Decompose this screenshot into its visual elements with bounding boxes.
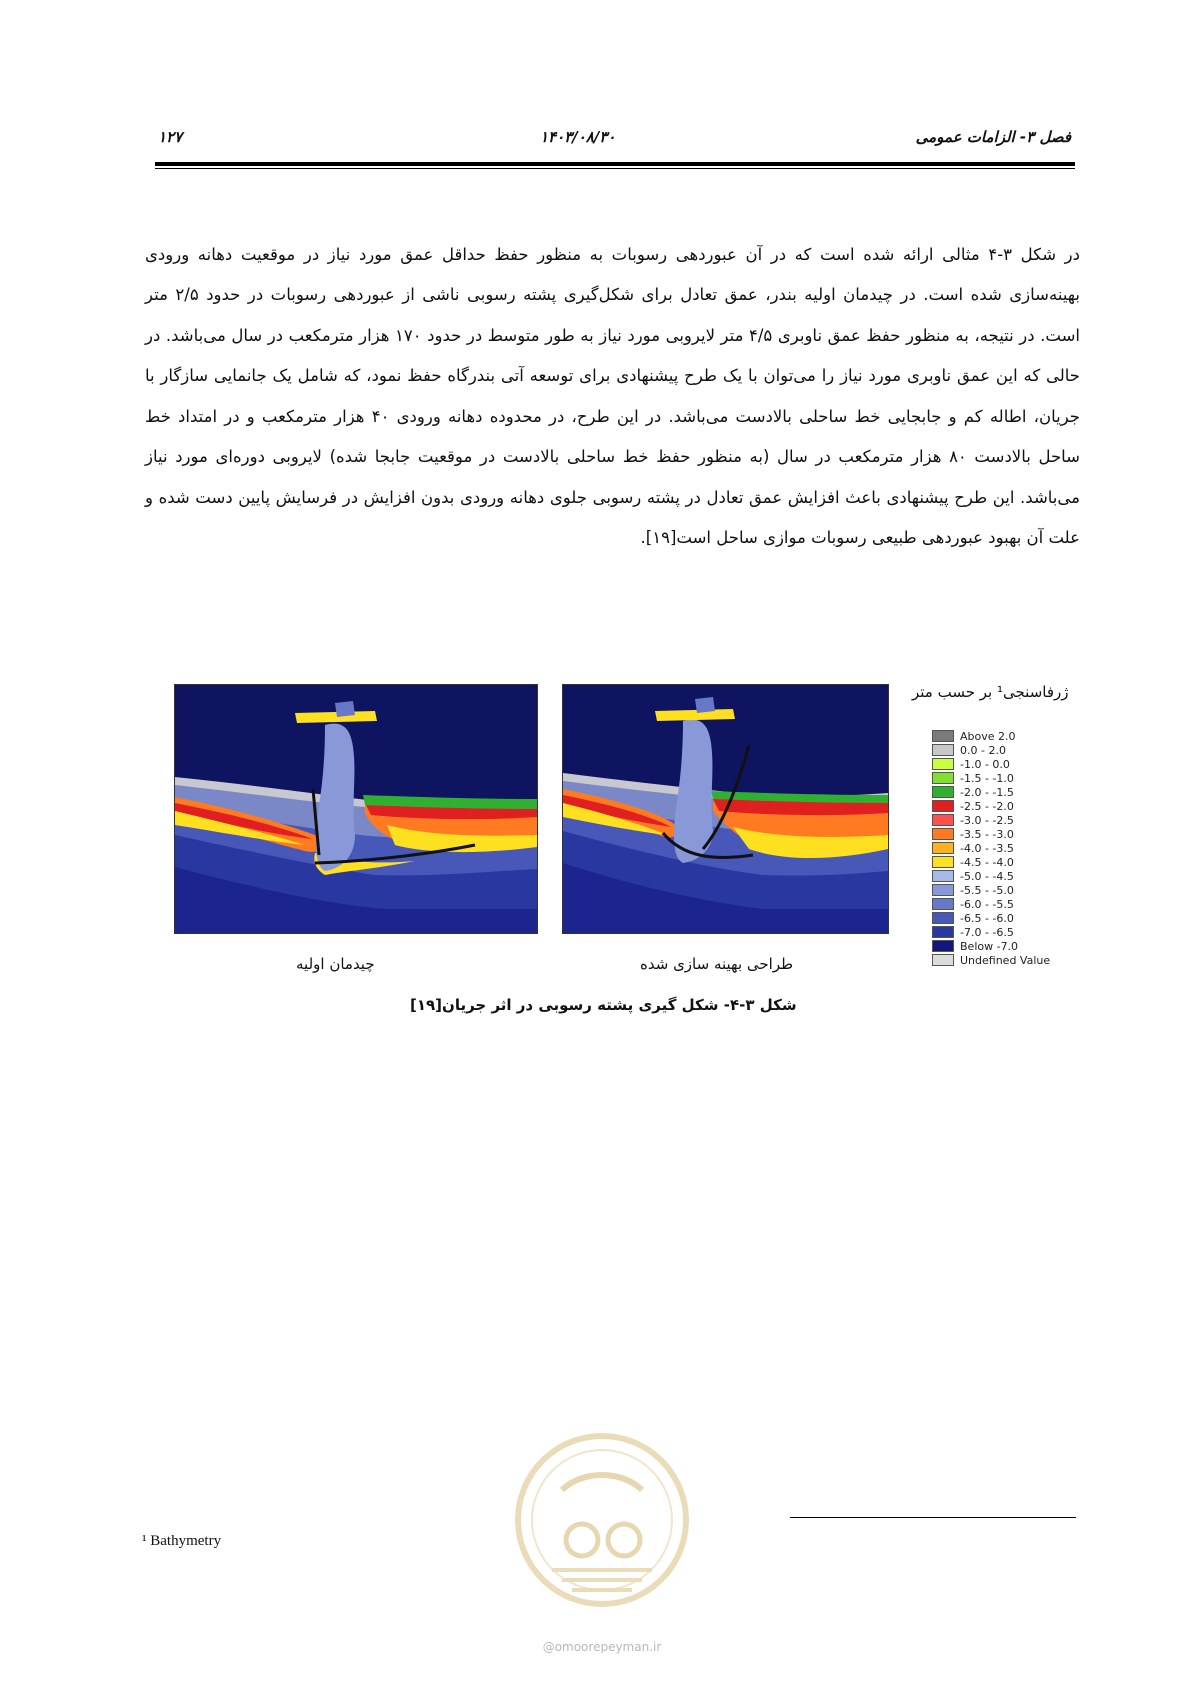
- legend-item: [932, 869, 1082, 883]
- legend-label: -1.5 - -1.0: [960, 771, 1014, 785]
- legend-item: [932, 799, 1082, 813]
- legend-label: -3.0 - -2.5: [960, 813, 1014, 827]
- legend-swatch: [932, 912, 954, 924]
- page-number: ۱۲۷: [158, 128, 183, 146]
- bathymetry-map-initial-layout: [174, 684, 538, 934]
- legend-label: -7.0 - -6.5: [960, 925, 1014, 939]
- header-rule-thin: [155, 168, 1075, 169]
- legend-item: [932, 827, 1082, 841]
- caption-optimized-design: طراحی بهینه سازی شده: [640, 955, 794, 973]
- legend-swatch: [932, 730, 954, 742]
- caption-initial-layout: چیدمان اولیه: [296, 955, 375, 973]
- legend-label: -2.5 - -2.0: [960, 799, 1014, 813]
- legend-item: [932, 757, 1082, 771]
- legend-label: Above 2.0: [960, 729, 1016, 743]
- header-date: ۱۴۰۳/۰۸/۳۰: [540, 128, 616, 146]
- bathymetry-legend: [932, 729, 1082, 967]
- legend-item: [932, 897, 1082, 911]
- legend-item: [932, 911, 1082, 925]
- legend-item: [932, 771, 1082, 785]
- legend-label: -1.0 - 0.0: [960, 757, 1010, 771]
- legend-label: -5.0 - -4.5: [960, 869, 1014, 883]
- legend-item: [932, 785, 1082, 799]
- legend-swatch: [932, 898, 954, 910]
- legend-label: 0.0 - 2.0: [960, 743, 1006, 757]
- legend-swatch: [932, 800, 954, 812]
- legend-swatch: [932, 940, 954, 952]
- body-paragraph: در شکل ۳-۴ مثالی ارائه شده است که در آن عبوردهی رسوبات به منظور حفظ حداقل عمق مورد نیاز در موقعیت دهانه ورودی بهینه‌سازی شده است. در چیدمان اولیه بندر، عمق تعادل برای شکل‌گیری پشته رسوبی ناشی از عبوردهی رسوبات در حدود ۲/۵ متر است. در نتیجه، به منظور حفظ عمق ناوبری ۴/۵ متر لایروبی مورد نیاز به طور متوسط در حدود ۱۷۰ هزار مترمکعب در سال می‌باشد. در حالی که این عمق ناوبری مورد نیاز را می‌توان با یک طرح پیشنهادی برای توسعه آتی بندرگاه حفظ نمود، که شامل یک جانمایی سازگار با جریان، اطاله کم و جابجایی خط ساحلی بالادست می‌باشد. در این طرح، در محدوده دهانه ورودی ۴۰ هزار مترمکعب و در امتداد خط ساحل بالادست ۸۰ هزار مترمکعب در سال (به منظور حفظ خط ساحلی بالادست در موقعیت جابجا شده) لایروبی دوره‌ای مورد نیاز می‌باشد. این طرح پیشنهادی باعث افزایش عمق تعادل در پشته رسوبی جلوی دهانه ورودی بدون افزایش در فرسایش پایین دست شده و علت آن بهبود عبوردهی طبیعی رسوبات موازی ساحل است[۱۹].: [145, 244, 1081, 547]
- footnote-text: ¹ Bathymetry: [142, 1533, 222, 1549]
- figure-title: شکل ۳-۴- شکل گیری پشته رسوبی در اثر جریان[۱۹]: [410, 996, 797, 1014]
- legend-swatch: [932, 954, 954, 966]
- legend-label: -5.5 - -5.0: [960, 883, 1014, 897]
- legend-item: [932, 925, 1082, 939]
- legend-swatch: [932, 772, 954, 784]
- legend-item: [932, 855, 1082, 869]
- legend-swatch: [932, 842, 954, 854]
- legend-swatch: [932, 870, 954, 882]
- legend-label: -4.0 - -3.5: [960, 841, 1014, 855]
- legend-swatch: [932, 926, 954, 938]
- bathymetry-map-optimized-design: [562, 684, 889, 934]
- legend-swatch: [932, 758, 954, 770]
- legend-label: -3.5 - -3.0: [960, 827, 1014, 841]
- footnote-rule: [790, 1517, 1076, 1518]
- legend-label: -6.0 - -5.5: [960, 897, 1014, 911]
- legend-swatch: [932, 744, 954, 756]
- legend-label: Below -7.0: [960, 939, 1019, 953]
- legend-item: [932, 743, 1082, 757]
- legend-item: [932, 841, 1082, 855]
- watermark-logo: [512, 1430, 692, 1610]
- chapter-title: فصل ۳- الزامات عمومی: [915, 128, 1071, 146]
- watermark-site: @omoorepeyman.ir: [542, 1640, 662, 1654]
- legend-label: -2.0 - -1.5: [960, 785, 1014, 799]
- legend-item: [932, 813, 1082, 827]
- legend-item: [932, 729, 1082, 743]
- legend-swatch: [932, 814, 954, 826]
- legend-swatch: [932, 856, 954, 868]
- legend-swatch: [932, 828, 954, 840]
- legend-swatch: [932, 786, 954, 798]
- legend-item: [932, 939, 1082, 953]
- legend-label: -4.5 - -4.0: [960, 855, 1014, 869]
- legend-item: [932, 953, 1082, 967]
- legend-title: ژرفاسنجی¹ بر حسب متر: [912, 683, 1069, 701]
- legend-swatch: [932, 884, 954, 896]
- header-rule: [155, 162, 1075, 166]
- legend-label: -6.5 - -6.0: [960, 911, 1014, 925]
- legend-label: Undefined Value: [960, 953, 1051, 967]
- legend-item: [932, 883, 1082, 897]
